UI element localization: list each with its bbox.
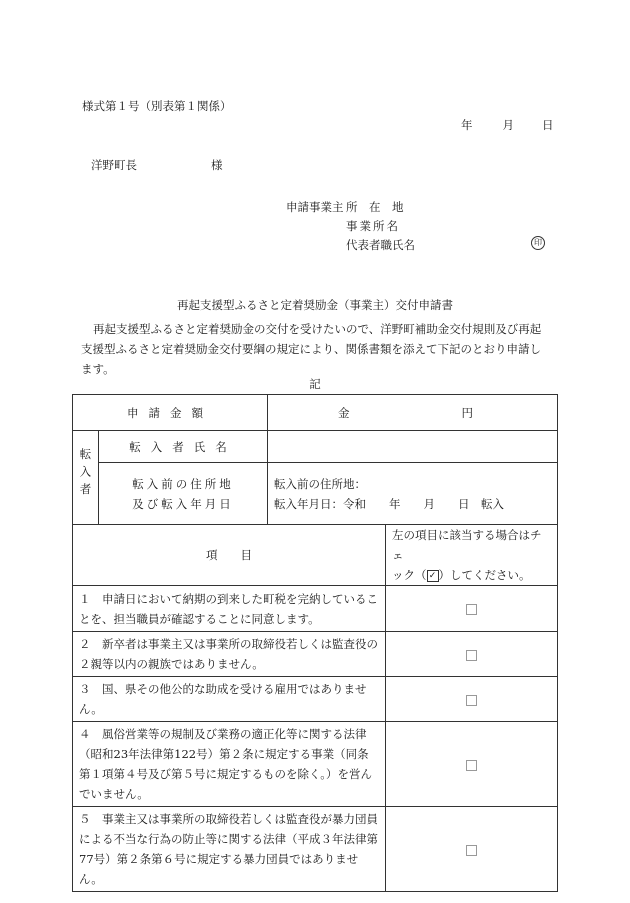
- amount-label: 申請金額: [73, 395, 268, 431]
- addressee-suffix: 様: [211, 158, 223, 172]
- item-row-3: [73, 677, 558, 722]
- prev-address-field[interactable]: [268, 463, 558, 525]
- ki-mark: 記: [309, 377, 321, 391]
- prev-address-input-label: 転入前の住所地：: [274, 476, 366, 491]
- item-checkbox-cell-5: [386, 807, 558, 892]
- amount-prefix: 金: [338, 405, 350, 420]
- check-mark-icon: ✓: [427, 570, 439, 582]
- item-row-1: [73, 586, 558, 632]
- addressee-name: 洋野町長: [91, 158, 137, 172]
- item-row-5: [73, 807, 558, 892]
- date-year: 年: [461, 118, 473, 132]
- amount-unit: 円: [461, 405, 473, 420]
- item-row-4: [73, 722, 558, 807]
- item-checkbox-3[interactable]: [466, 695, 477, 706]
- item-checkbox-cell-4: [386, 722, 558, 807]
- applicant-office-label: 事業所名: [346, 219, 400, 233]
- date-day: 日: [542, 118, 554, 132]
- item-checkbox-1[interactable]: [466, 604, 477, 615]
- applicant-address-label: 所 在 地: [346, 200, 404, 214]
- check-header: 左の項目に該当する場合はチェ ック（ ✓ ）してください。: [386, 525, 558, 586]
- seal-mark: 印: [531, 236, 545, 250]
- item-checkbox-4[interactable]: [466, 760, 477, 771]
- item-text-3: ３ 国、県その他公的な助成を受ける雇用ではありません。: [73, 677, 386, 722]
- items-header-row: [73, 525, 558, 586]
- item-checkbox-cell-1: [386, 586, 558, 632]
- item-checkbox-cell-2: [386, 632, 558, 677]
- prev-address-label: 転入前の住所地 及び転入年月日: [99, 463, 268, 525]
- document-body: 再起支援型ふるさと定着奨励金の交付を受けたいので、洋野町補助金交付規則及び再起支援型ふるさと定着奨励金交付要綱の規定により、関係書類を添えて下記のとおり申請します。: [81, 322, 542, 376]
- items-header: 項 目: [73, 525, 386, 586]
- transferee-address-row: [73, 463, 558, 525]
- item-text-5: ５ 事業主又は事業所の取締役若しくは監査役が暴力団員による不当な行為の防止等に関する法律（平成３年法律第77号）第２条第６号に規定する暴力団員ではありません。: [73, 807, 386, 892]
- item-text-2: ２ 新卒者は事業主又は事業所の取締役若しくは監査役の２親等以内の親族ではありません。: [73, 632, 386, 677]
- transferee-name-field[interactable]: [268, 431, 558, 463]
- item-checkbox-cell-3: [386, 677, 558, 722]
- application-table: [72, 394, 558, 892]
- item-text-4: ４ 風俗営業等の規制及び業務の適正化等に関する法律（昭和23年法律第122号）第２条に規定する事業（同条第１項第４号及び第５号に規定するものを除く。）を営んでいません。: [73, 722, 386, 807]
- applicant-address-line: [286, 199, 404, 215]
- transferee-name-row: [73, 431, 558, 463]
- date-line: [461, 117, 554, 133]
- item-row-2: [73, 632, 558, 677]
- document-title: 再起支援型ふるさと定着奨励金（事業主）交付申請書: [177, 298, 453, 312]
- amount-field[interactable]: [268, 395, 558, 431]
- amount-row: [73, 395, 558, 431]
- form-number: 様式第１号（別表第１関係）: [82, 99, 232, 113]
- item-checkbox-2[interactable]: [466, 650, 477, 661]
- item-checkbox-5[interactable]: [466, 845, 477, 856]
- item-text-1: １ 申請日において納期の到来した町税を完納していることを、担当職員が確認することに同意します。: [73, 586, 386, 632]
- transferee-name-label: 転入者氏名: [99, 431, 268, 463]
- transferee-group-label: 転入者: [73, 431, 99, 525]
- addressee: [91, 157, 223, 173]
- applicant-label: 申請事業主: [286, 200, 344, 214]
- move-date-input-label: 転入年月日：令和 年 月 日 転入: [274, 496, 504, 511]
- applicant-representative-label: 代表者職氏名: [346, 238, 415, 252]
- date-month: 月: [502, 118, 514, 132]
